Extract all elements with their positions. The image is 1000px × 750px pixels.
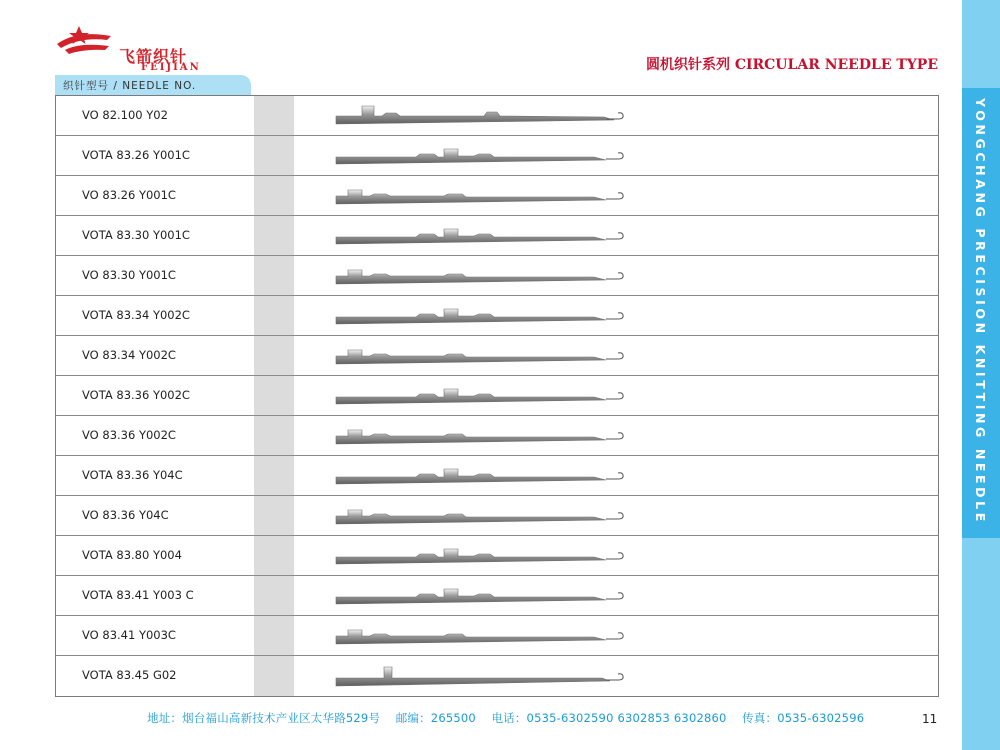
brand-logo bbox=[55, 22, 201, 73]
table-row bbox=[56, 496, 938, 536]
needle-drawing-icon bbox=[334, 660, 634, 692]
needle-drawing-icon bbox=[334, 260, 634, 292]
brand-name-en: FEIJIAN bbox=[141, 62, 201, 73]
needle-number: VO 82.100 Y02 bbox=[82, 108, 168, 122]
side-band-text: YONGCHANG PRECISION KNITTING NEEDLE bbox=[973, 98, 988, 525]
needle-number: VO 83.36 Y002C bbox=[82, 428, 176, 442]
brand-name-cn: 飞箭织针 bbox=[119, 47, 188, 66]
needle-drawing-icon bbox=[334, 420, 634, 452]
needle-number: VOTA 83.80 Y004 bbox=[82, 548, 182, 562]
needle-drawing-icon bbox=[334, 620, 634, 652]
needle-number: VO 83.36 Y04C bbox=[82, 508, 169, 522]
feijian-logo-icon bbox=[55, 22, 119, 62]
side-band-top-segment bbox=[962, 0, 1000, 88]
needle-number: VOTA 83.30 Y001C bbox=[82, 228, 190, 242]
needle-table bbox=[55, 95, 939, 697]
table-row bbox=[56, 176, 938, 216]
needle-drawing-icon bbox=[334, 100, 634, 132]
needle-number: VO 83.34 Y002C bbox=[82, 348, 176, 362]
table-row bbox=[56, 336, 938, 376]
table-row bbox=[56, 376, 938, 416]
needle-number: VO 83.26 Y001C bbox=[82, 188, 176, 202]
page-number: 11 bbox=[922, 712, 938, 726]
table-row bbox=[56, 576, 938, 616]
needle-number: VOTA 83.34 Y002C bbox=[82, 308, 190, 322]
needle-drawing-icon bbox=[334, 540, 634, 572]
table-header-label: 织针型号 / NEEDLE NO. bbox=[63, 80, 197, 92]
table-row bbox=[56, 536, 938, 576]
needle-number: VO 83.41 Y003C bbox=[82, 628, 176, 642]
table-row bbox=[56, 216, 938, 256]
footer-contact: 地址：烟台福山高新技术产业区太华路529号 邮编：265500 电话：0535-6302590 6302853 6302860 传真：0535-6302596 bbox=[147, 711, 865, 725]
table-row bbox=[56, 296, 938, 336]
needle-drawing-icon bbox=[334, 500, 634, 532]
table-row bbox=[56, 256, 938, 296]
needle-drawing-icon bbox=[334, 300, 634, 332]
table-row bbox=[56, 136, 938, 176]
needle-drawing-icon bbox=[334, 220, 634, 252]
table-row bbox=[56, 616, 938, 656]
needle-number: VOTA 83.45 G02 bbox=[82, 668, 177, 682]
needle-number: VOTA 83.36 Y002C bbox=[82, 388, 190, 402]
needle-number: VO 83.30 Y001C bbox=[82, 268, 176, 282]
needle-drawing-icon bbox=[334, 180, 634, 212]
table-row bbox=[56, 96, 938, 136]
needle-drawing-icon bbox=[334, 140, 634, 172]
needle-drawing-icon bbox=[334, 380, 634, 412]
needle-number: VOTA 83.26 Y001C bbox=[82, 148, 190, 162]
side-band-text-wrap bbox=[962, 98, 1000, 528]
page-title: 圆机织针系列 CIRCULAR NEEDLE TYPE bbox=[645, 57, 938, 73]
table-row bbox=[56, 416, 938, 456]
needle-number: VOTA 83.36 Y04C bbox=[82, 468, 183, 482]
needle-number: VOTA 83.41 Y003 C bbox=[82, 588, 194, 602]
table-row bbox=[56, 456, 938, 496]
needle-drawing-icon bbox=[334, 580, 634, 612]
table-header-tab bbox=[55, 75, 251, 95]
side-band-bottom-segment bbox=[962, 538, 1000, 750]
needle-drawing-icon bbox=[334, 460, 634, 492]
needle-drawing-icon bbox=[334, 340, 634, 372]
table-row bbox=[56, 656, 938, 696]
